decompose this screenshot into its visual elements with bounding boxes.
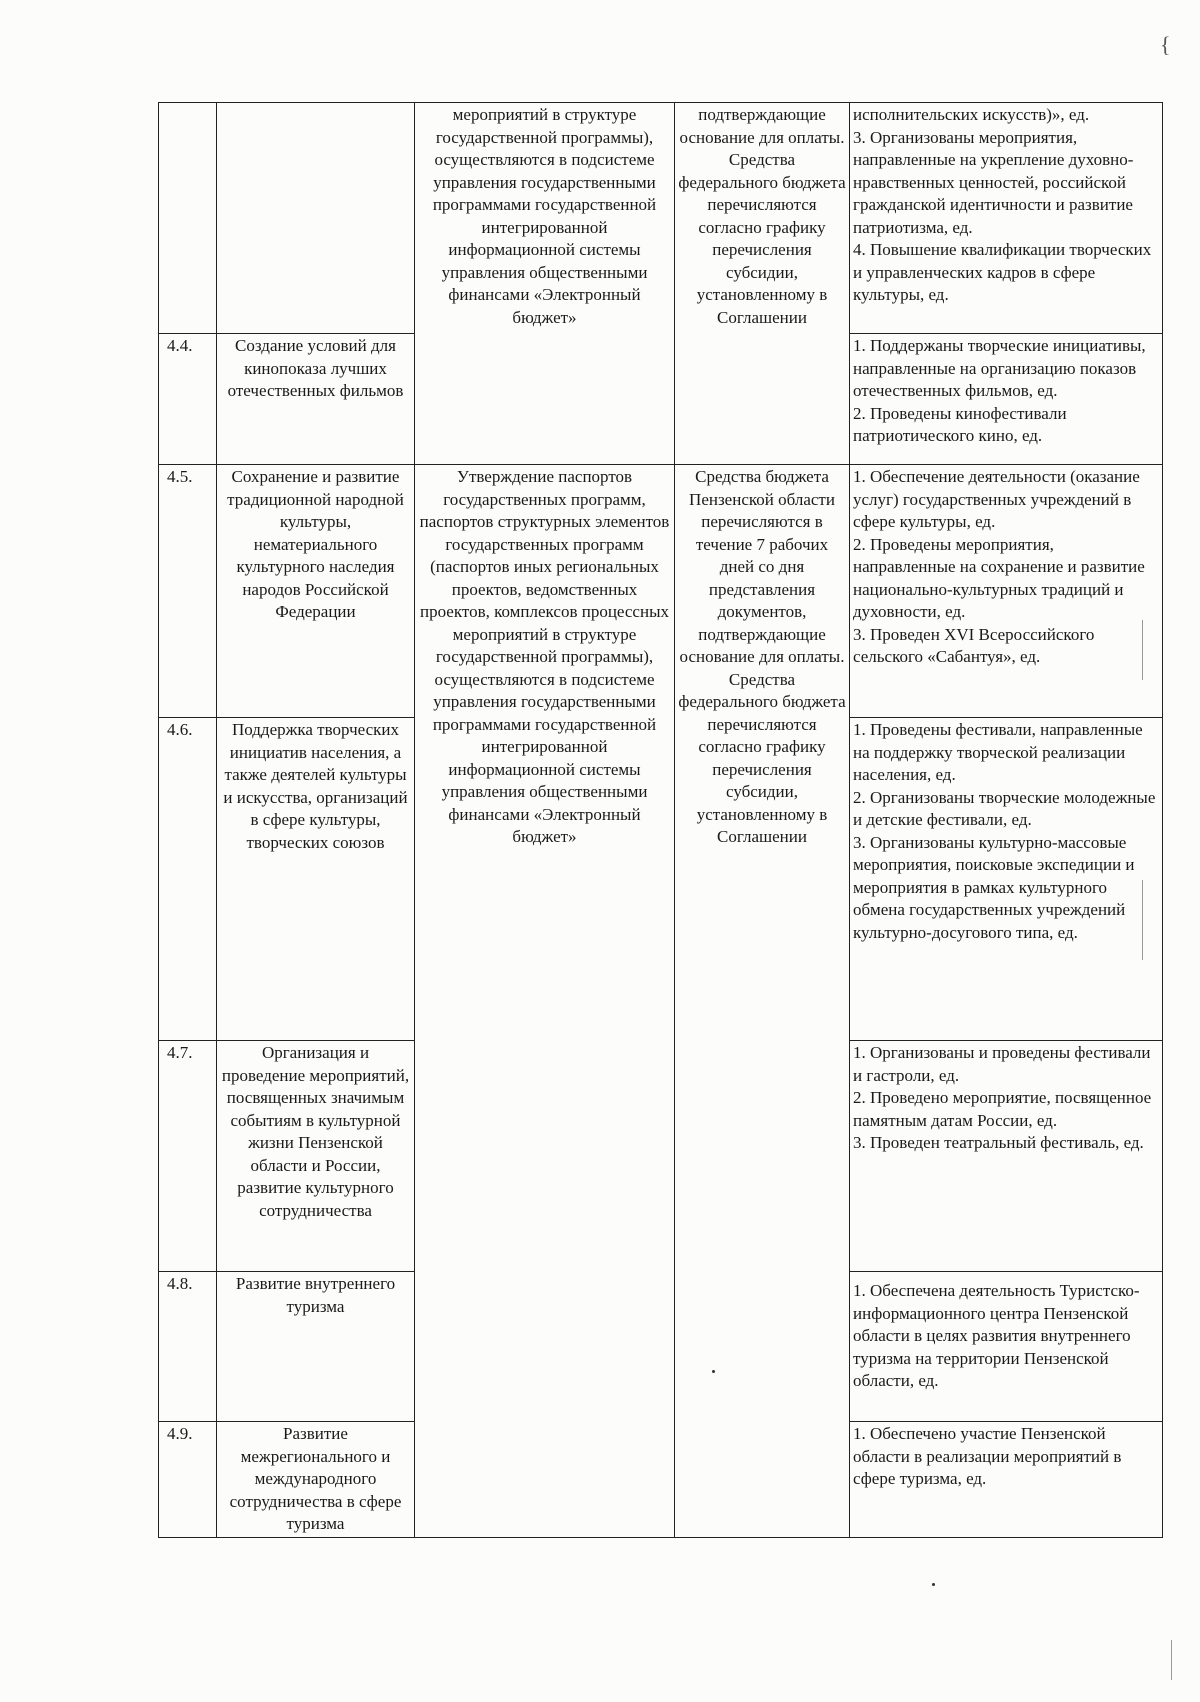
result-item: 3. Организованы мероприятия, направленные на укрепление духовно-нравственных ценностей, российской гражданской идентичности и развитие патриотизма, ед. bbox=[853, 127, 1134, 237]
row-number: 4.6. bbox=[159, 718, 217, 1041]
results-cell bbox=[850, 1041, 1163, 1272]
corner-scan-mark: { bbox=[1160, 32, 1171, 57]
results-cell bbox=[850, 1422, 1163, 1538]
scan-edge-artifact bbox=[1171, 1640, 1172, 1680]
results-cell bbox=[850, 465, 1163, 718]
result-item: 1. Поддержаны творческие инициативы, направленные на организацию показов отечественных фильмов, ед. bbox=[853, 336, 1146, 400]
row-number bbox=[159, 103, 217, 334]
scan-speck bbox=[712, 1370, 715, 1373]
row-number: 4.4. bbox=[159, 334, 217, 465]
row-number: 4.8. bbox=[159, 1272, 217, 1422]
results-cell bbox=[850, 718, 1163, 1041]
mechanism-cell: мероприятий в структуре государственной программы), осуществляются в подсистеме управления государственными программами государственной интегрированной информационной системы управления общественными финансами «Электронный бюджет» bbox=[415, 103, 675, 465]
result-item: 3. Проведен XVI Всероссийского сельского «Сабантуя», ед. bbox=[853, 624, 1095, 666]
scan-edge-artifact bbox=[1142, 620, 1143, 680]
result-item: 2. Проведены мероприятия, направленные на сохранение и развитие национально-культурных традиций и духовности, ед. bbox=[853, 534, 1145, 621]
measure-name: Развитие внутреннего туризма bbox=[217, 1272, 415, 1422]
measure-name: Сохранение и развитие традиционной народной культуры, нематериального культурного наследия народов Российской Федерации bbox=[217, 465, 415, 718]
mechanism-cell: Утверждение паспортов государственных программ, паспортов структурных элементов государственных программ (паспортов иных региональных проектов, ведомственных проектов, комплексов процессных мероприятий в структуре государственной программы), осуществляются в подсистеме управления государственными программами государственной интегрированной информационной системы управления общественными финансами «Электронный бюджет» bbox=[415, 465, 675, 1538]
table-row bbox=[159, 103, 1163, 334]
result-item: 3. Проведен театральный фестиваль, ед. bbox=[853, 1133, 1144, 1152]
funding-cell: Средства бюджета Пензенской области перечисляются в течение 7 рабочих дней со дня представления документов, подтверждающие основание для оплаты. Средства федерального бюджета перечисляются согласно графику перечисления субсидии, установленному в Соглашении bbox=[675, 465, 850, 1538]
result-item: 1. Обеспечена деятельность Туристско-информационного центра Пензенской области в целях развития внутреннего туризма на территории Пензенской области, ед. bbox=[853, 1281, 1140, 1390]
scan-speck bbox=[932, 1583, 935, 1586]
result-item: 1. Организованы и проведены фестивали и гастроли, ед. bbox=[853, 1043, 1151, 1085]
table-row bbox=[159, 465, 1163, 718]
result-item: 3. Организованы культурно-массовые мероприятия, поисковые экспедиции и мероприятия в рамках культурного обмена государственных учреждений культурно-досугового типа, ед. bbox=[853, 832, 1135, 942]
result-item: 1. Проведены фестивали, направленные на поддержку творческой реализации населения, ед. bbox=[853, 720, 1143, 784]
measure-name bbox=[217, 103, 415, 334]
results-cell bbox=[850, 1272, 1163, 1422]
result-item: 2. Проведены кинофестивали патриотического кино, ед. bbox=[853, 403, 1067, 445]
scan-edge-artifact bbox=[1142, 880, 1143, 960]
measure-name: Организация и проведение мероприятий, посвященных значимым событиям в культурной жизни Пензенской области и России, развитие культурного сотрудничества bbox=[217, 1041, 415, 1272]
row-number: 4.9. bbox=[159, 1422, 217, 1538]
results-cell bbox=[850, 103, 1163, 334]
result-item: 1. Обеспечение деятельности (оказание услуг) государственных учреждений в сфере культуры, ед. bbox=[853, 467, 1140, 531]
result-item: исполнительских искусств)», ед. bbox=[853, 105, 1090, 124]
program-measures-table bbox=[158, 102, 1163, 1538]
result-item: 2. Проведено мероприятие, посвященное памятным датам России, ед. bbox=[853, 1088, 1152, 1130]
measure-name: Поддержка творческих инициатив населения, а также деятелей культуры и искусства, организаций в сфере культуры, творческих союзов bbox=[217, 718, 415, 1041]
results-cell bbox=[850, 334, 1163, 465]
result-item: 4. Повышение квалификации творческих и управленческих кадров в сфере культуры, ед. bbox=[853, 240, 1152, 304]
result-item: 2. Организованы творческие молодежные и детские фестивали, ед. bbox=[853, 787, 1156, 829]
row-number: 4.7. bbox=[159, 1041, 217, 1272]
measure-name: Развитие межрегионального и международного сотрудничества в сфере туризма bbox=[217, 1422, 415, 1538]
funding-cell: подтверждающие основание для оплаты. Средства федерального бюджета перечисляются согласно графику перечисления субсидии, установленному в Соглашении bbox=[675, 103, 850, 465]
result-item: 1. Обеспечено участие Пензенской области в реализации мероприятий в сфере туризма, ед. bbox=[853, 1424, 1122, 1488]
measure-name: Создание условий для кинопоказа лучших отечественных фильмов bbox=[217, 334, 415, 465]
row-number: 4.5. bbox=[159, 465, 217, 718]
